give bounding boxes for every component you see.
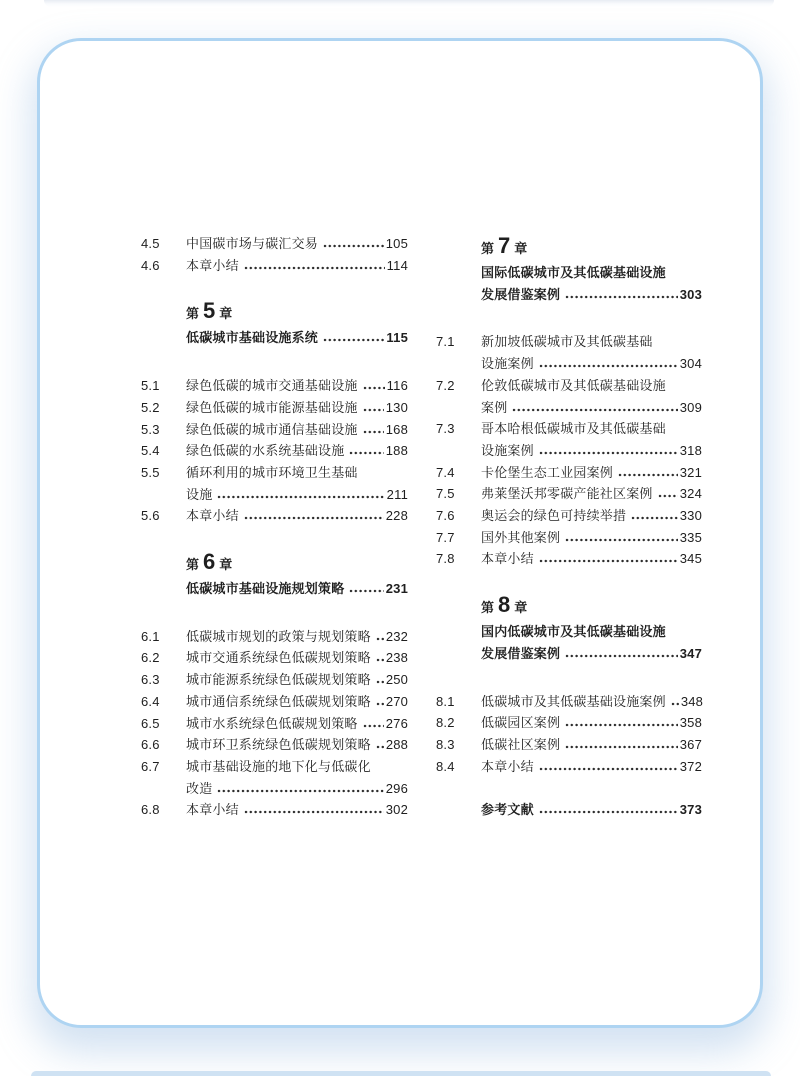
chapter-heading xyxy=(436,233,702,305)
toc-entry-row xyxy=(436,331,702,353)
dot-leader xyxy=(363,724,384,728)
dot-leader xyxy=(244,516,384,520)
entry-title: 设施案例 xyxy=(481,442,534,458)
toc-entry-row xyxy=(436,483,702,505)
entry-number: 4.5 xyxy=(141,236,160,251)
page-number: 270 xyxy=(385,693,409,709)
chapter-heading xyxy=(141,549,408,600)
toc-entry-row xyxy=(436,643,702,665)
entry-number: 7.7 xyxy=(436,529,455,545)
page-number: 296 xyxy=(385,780,408,796)
dot-leader xyxy=(376,745,384,749)
toc-entry-row xyxy=(141,327,408,349)
toc-entry-row xyxy=(141,419,408,441)
toc-entry-row xyxy=(141,778,408,800)
dot-leader xyxy=(539,364,678,368)
dot-leader xyxy=(539,451,678,455)
page-number: 309 xyxy=(679,399,702,415)
entry-title: 新加坡低碳城市及其低碳基础 xyxy=(481,334,653,350)
page-number: 373 xyxy=(679,802,702,818)
chapter-marker-prefix: 第 xyxy=(186,306,200,322)
dot-leader xyxy=(217,495,384,499)
chapter-marker-text xyxy=(186,298,232,327)
entry-number: 4.6 xyxy=(141,257,160,273)
entry-number: 6.8 xyxy=(141,802,160,818)
toc-entry-row xyxy=(436,462,702,484)
page-number: 232 xyxy=(385,628,409,644)
toc-entry-row xyxy=(436,548,702,570)
page-number: 345 xyxy=(679,551,702,567)
entry-number: 7.6 xyxy=(436,508,455,524)
dot-leader xyxy=(565,538,678,542)
entry-title: 城市基础设施的地下化与低碳化 xyxy=(186,758,371,774)
dot-leader xyxy=(323,244,384,248)
dot-leader xyxy=(363,386,385,390)
entry-title: 循环利用的城市环境卫生基础 xyxy=(186,464,358,480)
entry-number: 8.2 xyxy=(436,715,455,731)
entry-title: 设施 xyxy=(186,486,213,502)
entry-number: 6.2 xyxy=(141,650,160,666)
chapter-number: 6 xyxy=(203,549,216,575)
page-number: 276 xyxy=(385,715,408,731)
dot-leader xyxy=(349,451,383,455)
chapter-marker xyxy=(141,549,408,578)
toc-entry-row xyxy=(436,440,702,462)
entry-title: 绿色低碳的水系统基础设施 xyxy=(186,443,345,459)
entry-title: 低碳城市规划的政策与规划策略 xyxy=(186,628,371,644)
toc-column-right xyxy=(436,233,702,821)
entry-number: 7.8 xyxy=(436,551,455,567)
entry-title: 城市水系统绿色低碳规划策略 xyxy=(186,715,358,731)
page-number: 367 xyxy=(679,736,702,752)
toc-entry-row xyxy=(141,462,408,484)
page-number: 304 xyxy=(679,356,702,372)
entry-title: 国内低碳城市及其低碳基础设施 xyxy=(481,624,666,640)
dot-leader xyxy=(376,702,384,706)
entry-number: 7.5 xyxy=(436,486,455,502)
toc-entry-row xyxy=(436,712,702,734)
entry-number: 7.1 xyxy=(436,334,455,350)
entry-number: 7.2 xyxy=(436,377,455,393)
page-number: 168 xyxy=(385,421,408,437)
entry-title: 绿色低碳的城市交通基础设施 xyxy=(186,378,358,394)
dot-leader xyxy=(376,680,384,684)
entry-title: 低碳城市基础设施规划策略 xyxy=(186,581,345,597)
toc-entry-row xyxy=(436,505,702,527)
chapter-marker-suffix: 章 xyxy=(219,557,233,573)
dot-leader xyxy=(539,559,678,563)
entry-number: 5.3 xyxy=(141,421,160,437)
chapter-marker xyxy=(141,298,408,327)
entry-number: 7.4 xyxy=(436,464,455,480)
entry-title: 城市能源系统绿色低碳规划策略 xyxy=(186,672,371,688)
entry-title: 设施案例 xyxy=(481,356,534,372)
dot-leader xyxy=(658,494,678,498)
entry-number: 7.3 xyxy=(436,421,455,437)
chapter-marker-prefix: 第 xyxy=(186,557,200,573)
entry-title: 低碳园区案例 xyxy=(481,715,561,731)
toc-entry-row xyxy=(141,484,408,506)
entry-number: 5.5 xyxy=(141,464,160,480)
dot-leader xyxy=(363,430,384,434)
toc-entry-row xyxy=(436,799,702,821)
toc-entry-row xyxy=(436,262,702,284)
previous-page-edge xyxy=(44,0,774,7)
entry-title: 低碳社区案例 xyxy=(481,736,561,752)
entry-number: 5.4 xyxy=(141,443,160,459)
entry-number: 8.4 xyxy=(436,758,455,774)
page-number: 238 xyxy=(385,650,409,666)
toc-entry-row xyxy=(141,647,408,669)
toc-entry-row xyxy=(436,375,702,397)
entry-title: 本章小结 xyxy=(186,508,239,524)
entry-title: 国外其他案例 xyxy=(481,529,561,545)
page-number: 335 xyxy=(679,529,702,545)
dot-leader xyxy=(363,408,384,412)
toc-entry-row xyxy=(141,799,408,821)
toc-entry-row xyxy=(436,353,702,375)
toc-entry-row xyxy=(436,734,702,756)
page-number: 228 xyxy=(385,508,408,524)
page-number: 116 xyxy=(386,378,408,394)
dot-leader xyxy=(565,654,678,658)
page-number: 347 xyxy=(679,645,702,661)
dot-leader xyxy=(618,473,678,477)
page-number: 231 xyxy=(385,581,408,597)
toc-entry-row xyxy=(436,284,702,306)
page-number: 324 xyxy=(679,486,702,502)
entry-title: 本章小结 xyxy=(186,802,239,818)
page-number: 348 xyxy=(680,693,704,709)
entry-title: 低碳城市及其低碳基础设施案例 xyxy=(481,693,666,709)
page-number: 330 xyxy=(679,508,702,524)
entry-number: 6.6 xyxy=(141,737,160,753)
entry-title: 城市通信系统绿色低碳规划策略 xyxy=(186,693,371,709)
chapter-number: 7 xyxy=(498,233,511,258)
entry-title: 奥运会的绿色可持续举措 xyxy=(481,508,627,524)
chapter-marker-text xyxy=(481,592,527,621)
toc-entry-row xyxy=(141,578,408,600)
page-number: 302 xyxy=(385,802,408,818)
entry-title: 伦敦低碳城市及其低碳基础设施 xyxy=(481,377,666,393)
dot-leader xyxy=(376,637,384,641)
page-number: 358 xyxy=(679,715,702,731)
entry-title: 中国碳市场与碳汇交易 xyxy=(186,236,319,251)
chapter-marker-suffix: 章 xyxy=(219,306,233,322)
entry-title: 城市环卫系统绿色低碳规划策略 xyxy=(186,737,371,753)
entry-number: 8.3 xyxy=(436,736,455,752)
page-number: 105 xyxy=(385,236,408,251)
entry-title: 绿色低碳的城市通信基础设施 xyxy=(186,421,358,437)
page-number: 188 xyxy=(385,443,408,459)
dot-leader xyxy=(349,589,383,593)
dot-leader xyxy=(565,295,678,299)
entry-number: 6.5 xyxy=(141,715,160,731)
entry-number: 5.1 xyxy=(141,378,160,394)
dot-leader xyxy=(376,658,384,662)
entry-number: 6.4 xyxy=(141,693,160,709)
toc-entry-row xyxy=(436,756,702,778)
chapter-heading xyxy=(436,592,702,664)
toc-entry-row xyxy=(141,397,408,419)
toc-column-left xyxy=(141,233,408,821)
page-number: 318 xyxy=(679,442,702,458)
entry-title: 本章小结 xyxy=(186,257,239,273)
toc-entry-row xyxy=(436,621,702,643)
entry-title: 城市交通系统绿色低碳规划策略 xyxy=(186,650,371,666)
dot-leader xyxy=(512,408,677,412)
page-number: 211 xyxy=(386,486,408,502)
entry-number: 6.7 xyxy=(141,758,160,774)
entry-title: 绿色低碳的城市能源基础设施 xyxy=(186,399,358,415)
dot-leader xyxy=(323,338,384,342)
toc-entry-row xyxy=(141,756,408,778)
next-page-edge xyxy=(31,1071,771,1076)
dot-leader xyxy=(671,702,679,706)
toc-entry-row xyxy=(141,734,408,756)
entry-title: 发展借鉴案例 xyxy=(481,645,561,661)
toc-entry-row xyxy=(141,255,408,277)
dot-leader xyxy=(244,266,385,270)
dot-leader xyxy=(539,767,678,771)
dot-leader xyxy=(244,810,384,814)
entry-title: 案例 xyxy=(481,399,508,415)
toc-page-card xyxy=(37,38,763,1028)
toc-entry-row xyxy=(436,397,702,419)
chapter-marker xyxy=(436,592,702,621)
chapter-marker-text xyxy=(481,233,527,262)
dot-leader xyxy=(217,789,383,793)
page-number: 303 xyxy=(679,286,702,302)
toc-entry-row xyxy=(141,626,408,648)
page-number: 114 xyxy=(386,257,408,273)
toc-entry-row xyxy=(141,691,408,713)
entry-number: 8.1 xyxy=(436,693,455,709)
page-number: 288 xyxy=(385,737,409,753)
page-number: 130 xyxy=(385,399,408,415)
chapter-marker-prefix: 第 xyxy=(481,600,495,616)
chapter-marker-suffix: 章 xyxy=(514,241,528,256)
page-number: 115 xyxy=(386,330,408,346)
entry-number: 5.6 xyxy=(141,508,160,524)
dot-leader xyxy=(539,810,678,814)
entry-number: 6.1 xyxy=(141,628,160,644)
toc-entry-row xyxy=(141,375,408,397)
chapter-marker-suffix: 章 xyxy=(514,600,528,616)
entry-title: 本章小结 xyxy=(481,551,534,567)
toc-entry-row xyxy=(141,713,408,735)
chapter-marker xyxy=(436,233,702,262)
entry-title: 本章小结 xyxy=(481,758,534,774)
page-number: 250 xyxy=(385,672,409,688)
entry-title: 低碳城市基础设施系统 xyxy=(186,330,319,346)
entry-number: 5.2 xyxy=(141,399,160,415)
toc-entry-row xyxy=(436,691,702,713)
dot-leader xyxy=(631,516,678,520)
toc-entry-row xyxy=(436,527,702,549)
entry-title: 哥本哈根低碳城市及其低碳基础 xyxy=(481,421,666,437)
page-number: 372 xyxy=(679,758,702,774)
dot-leader xyxy=(565,723,678,727)
entry-number: 6.3 xyxy=(141,672,160,688)
toc-entry-row xyxy=(141,505,408,527)
references-block xyxy=(436,799,702,821)
chapter-number: 8 xyxy=(498,592,511,618)
toc-entry-row xyxy=(436,418,702,440)
entry-title: 发展借鉴案例 xyxy=(481,286,561,302)
entry-title: 国际低碳城市及其低碳基础设施 xyxy=(481,265,666,280)
page-number: 321 xyxy=(679,464,702,480)
dot-leader xyxy=(565,745,678,749)
chapter-marker-text xyxy=(186,549,232,578)
chapter-marker-prefix: 第 xyxy=(481,241,495,256)
toc-entry-row xyxy=(141,440,408,462)
toc-entry-row xyxy=(141,669,408,691)
entry-title: 参考文献 xyxy=(481,802,534,818)
entry-title: 改造 xyxy=(186,780,213,796)
chapter-number: 5 xyxy=(203,298,216,324)
entry-title: 弗莱堡沃邦零碳产能社区案例 xyxy=(481,486,653,502)
entry-title: 卡伦堡生态工业园案例 xyxy=(481,464,614,480)
chapter-heading xyxy=(141,298,408,349)
toc-entry-row xyxy=(141,233,408,255)
